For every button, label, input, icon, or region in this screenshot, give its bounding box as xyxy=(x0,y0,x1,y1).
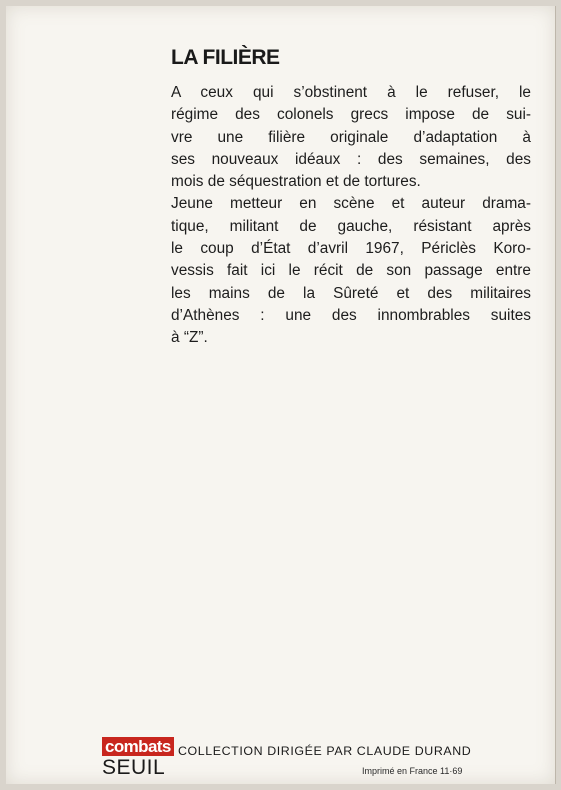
blurb-line: ses nouveaux idéaux : des semaines, des xyxy=(171,150,531,168)
blurb-line: vessis fait ici le récit de son passage entre xyxy=(171,262,531,280)
blurb-line: tique, militant de gauche, résistant après xyxy=(171,217,531,235)
series-logo-combats: combats xyxy=(102,737,174,756)
back-cover xyxy=(6,6,556,784)
book-title: LA FILIÈRE xyxy=(171,46,280,69)
blurb-paragraph-2 xyxy=(171,193,531,349)
blurb-paragraph-1 xyxy=(171,82,531,193)
printing-info: Imprimé en France 11·69 xyxy=(362,766,463,776)
publisher-logo xyxy=(102,737,174,779)
blurb-line: régime des colonels grecs impose de sui- xyxy=(171,106,531,124)
blurb-line: Jeune metteur en scène et auteur drama- xyxy=(171,195,531,213)
blurb-line: le coup d’État d’avril 1967, Périclès Koro- xyxy=(171,240,531,258)
collection-credit: COLLECTION DIRIGÉE PAR CLAUDE DURAND xyxy=(178,744,472,758)
blurb xyxy=(171,82,531,350)
blurb-line: d’Athènes : une des innombrables suites xyxy=(171,306,531,324)
blurb-line: à “Z”. xyxy=(171,329,208,347)
blurb-line: les mains de la Sûreté et des militaires xyxy=(171,284,531,302)
blurb-line: mois de séquestration et de tortures. xyxy=(171,173,421,191)
blurb-line: vre une filière originale d’adaptation à xyxy=(171,128,531,146)
publisher-name: SEUIL xyxy=(102,756,166,779)
blurb-line: A ceux qui s’obstinent à le refuser, le xyxy=(171,84,531,101)
